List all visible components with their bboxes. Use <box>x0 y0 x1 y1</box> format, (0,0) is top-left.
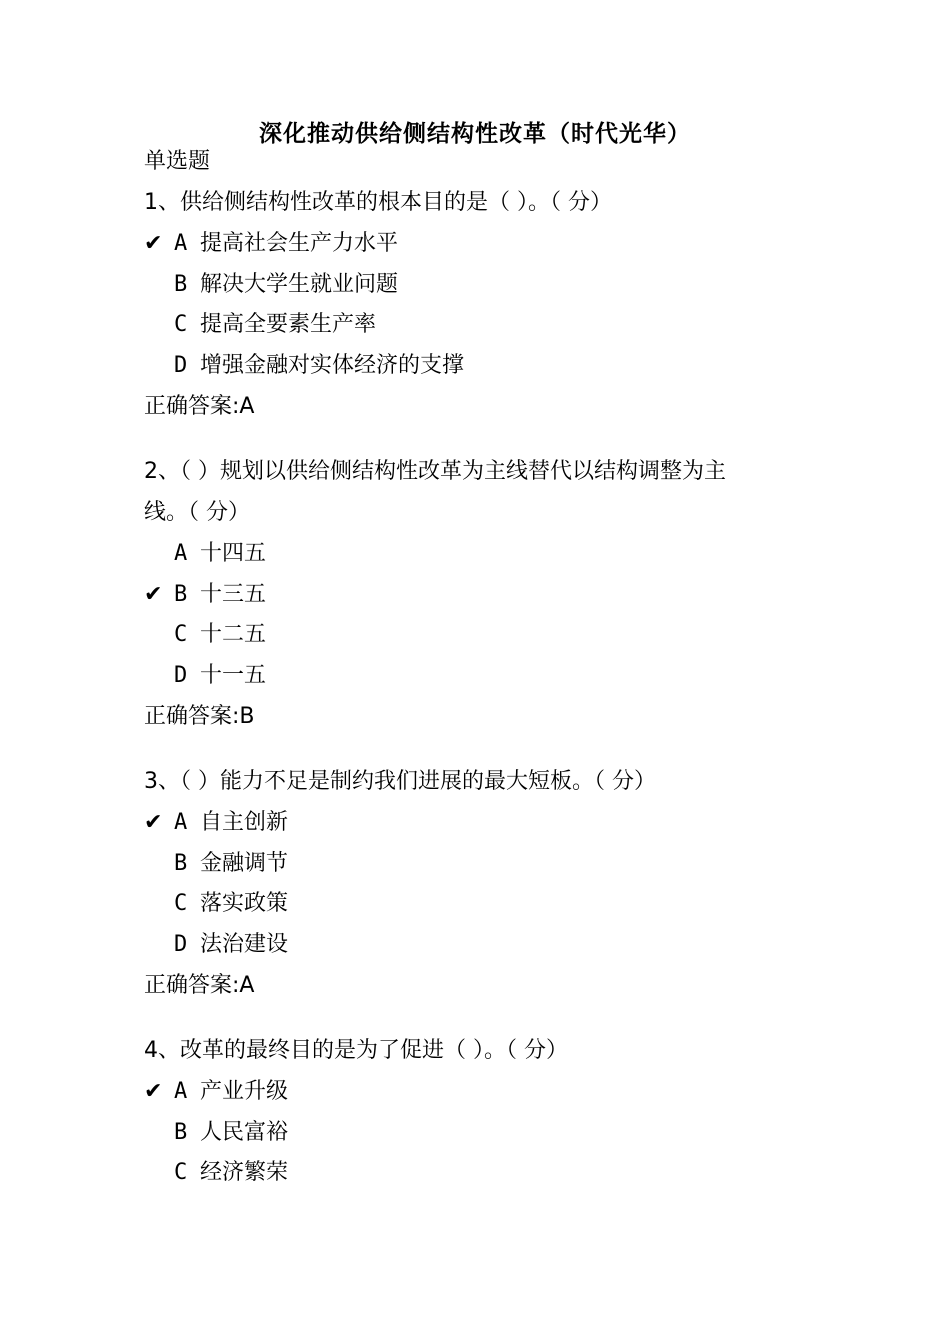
option-text: 金融调节 <box>200 851 289 876</box>
option-text: 十四五 <box>200 541 267 566</box>
option-letter: C <box>174 891 188 916</box>
option-text: 十二五 <box>200 622 267 647</box>
option-letter: A <box>174 231 188 256</box>
option-text: 十三五 <box>200 582 267 607</box>
question-4-stem: 4、改革的最终目的是为了促进（ ）。（ 分） <box>144 1038 568 1063</box>
option-text: 十一五 <box>200 663 267 688</box>
option-letter: A <box>174 810 188 835</box>
question-1-answer: 正确答案:A <box>144 394 255 419</box>
question-4-option-a <box>144 1077 288 1107</box>
option-letter: C <box>174 1160 188 1185</box>
option-letter: C <box>174 312 188 337</box>
question-3-option-b <box>144 849 288 879</box>
question-3-answer: 正确答案:A <box>144 973 255 998</box>
check-mark-icon: ✔ <box>144 231 163 256</box>
question-2-option-d <box>144 661 266 691</box>
option-letter: B <box>174 851 188 876</box>
question-2-option-a <box>144 539 266 569</box>
question-1-stem: 1、供给侧结构性改革的根本目的是（ ）。（ 分） <box>144 190 612 215</box>
option-text: 解决大学生就业问题 <box>200 272 399 297</box>
option-letter: A <box>174 541 188 566</box>
option-letter: C <box>174 622 188 647</box>
check-mark-icon: ✔ <box>144 810 163 835</box>
option-text: 产业升级 <box>200 1079 289 1104</box>
option-text: 提高社会生产力水平 <box>200 231 399 256</box>
check-mark-icon: ✔ <box>144 1079 163 1104</box>
option-letter: B <box>174 582 188 607</box>
question-4-option-c <box>144 1158 288 1188</box>
question-3-option-c <box>144 889 288 919</box>
question-2-option-b <box>144 580 266 610</box>
option-text: 增强金融对实体经济的支撑 <box>200 353 465 378</box>
question-1-option-d <box>144 351 464 381</box>
option-letter: D <box>174 353 188 378</box>
check-mark-icon: ✔ <box>144 582 163 607</box>
option-letter: A <box>174 1079 188 1104</box>
option-text: 提高全要素生产率 <box>200 312 377 337</box>
option-text: 经济繁荣 <box>200 1160 289 1185</box>
question-1-option-a <box>144 229 398 259</box>
question-2-option-c <box>144 620 266 650</box>
question-2-stem-line-2: 线。（ 分） <box>144 500 250 525</box>
option-text: 法治建设 <box>200 932 289 957</box>
question-2-answer: 正确答案:B <box>144 704 255 729</box>
section-heading: 单选题 <box>144 149 211 174</box>
option-text: 自主创新 <box>200 810 289 835</box>
question-2-stem-line-1: 2、（ ）规划以供给侧结构性改革为主线替代以结构调整为主 <box>144 459 726 484</box>
question-4-option-b <box>144 1118 288 1148</box>
option-text: 落实政策 <box>200 891 289 916</box>
question-3-option-d <box>144 930 288 960</box>
option-letter: D <box>174 663 188 688</box>
option-letter: B <box>174 1120 188 1145</box>
option-letter: B <box>174 272 188 297</box>
question-3-option-a <box>144 808 288 838</box>
question-3-stem: 3、（ ）能力不足是制约我们进展的最大短板。（ 分） <box>144 769 656 794</box>
question-1-option-b <box>144 270 398 300</box>
document-title: 深化推动供给侧结构性改革（时代光华） <box>259 121 691 147</box>
question-1-option-c <box>144 310 376 340</box>
option-text: 人民富裕 <box>200 1120 289 1145</box>
option-letter: D <box>174 932 188 957</box>
